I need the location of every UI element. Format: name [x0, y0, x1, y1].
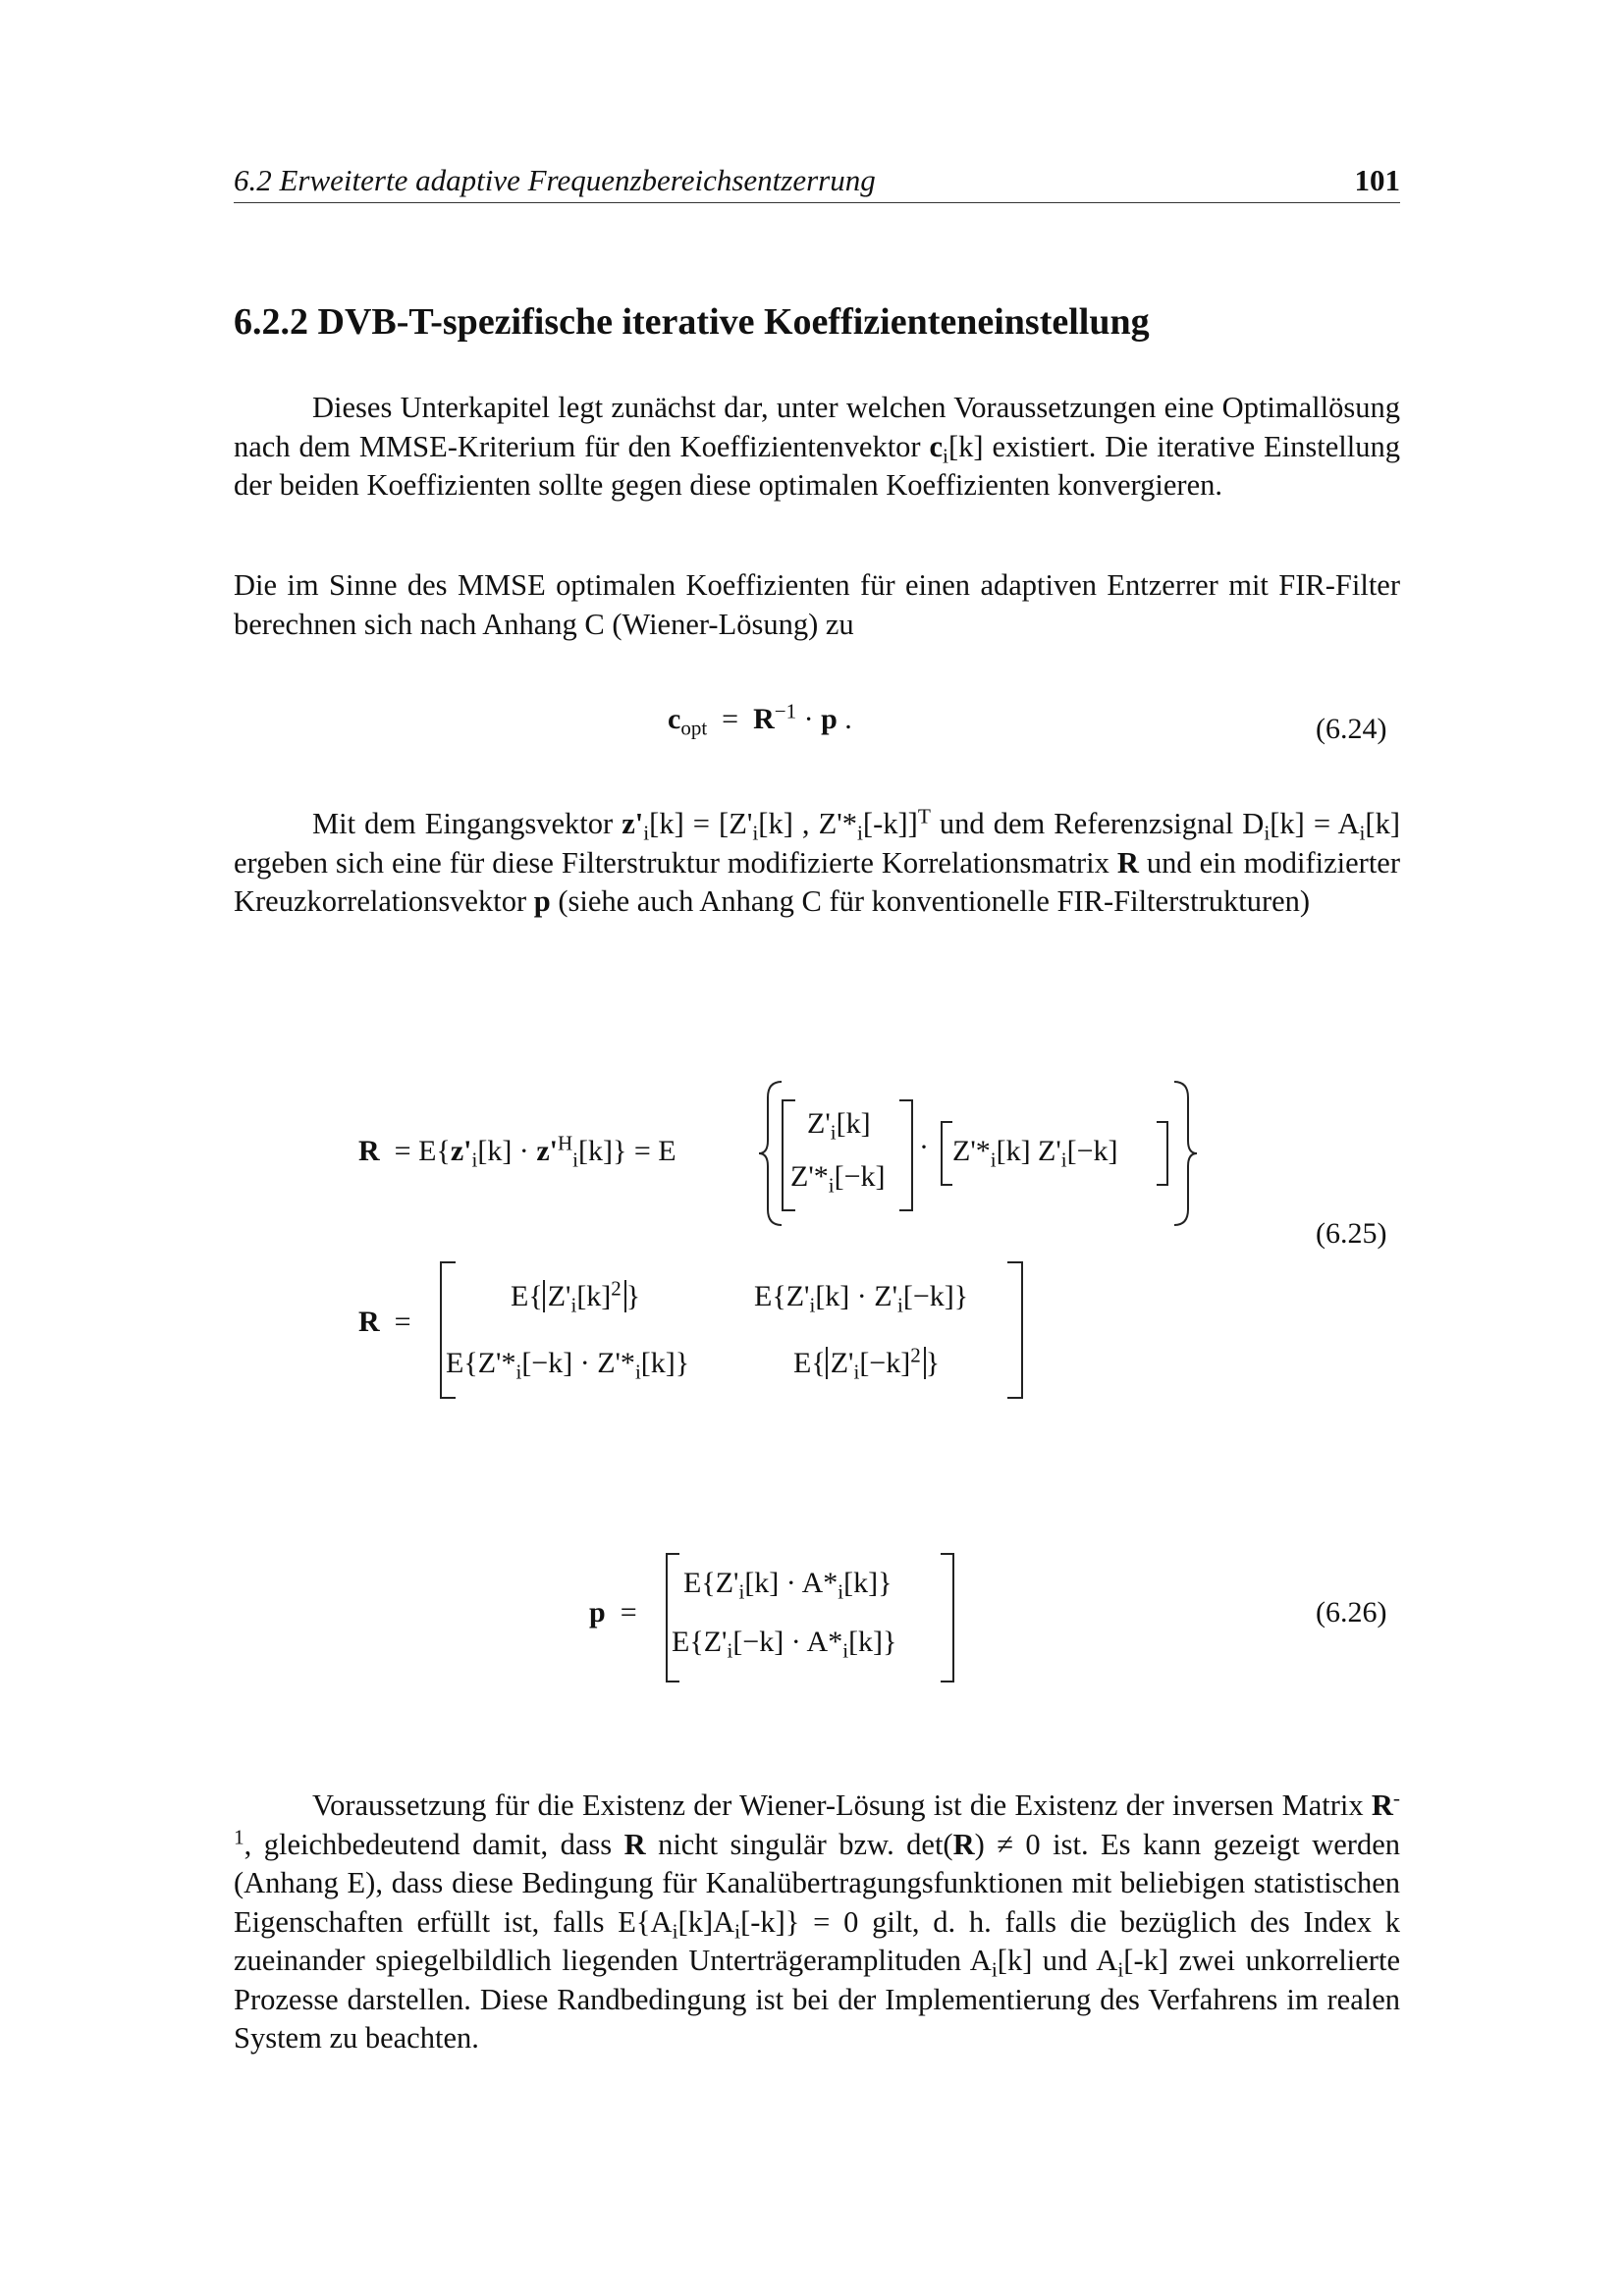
superscript: −1 — [774, 699, 797, 723]
text-run: [k] — [836, 1107, 871, 1140]
vector-p-entry-1 — [683, 1567, 893, 1604]
equation-6-25-line-1 — [358, 1131, 676, 1172]
text-run: [k] ergeben sich eine für diese Filterstruktur modifizierte Korrelationsmatrix — [234, 807, 1400, 880]
text-run: Voraussetzung für die Existenz der Wiener-Lösung ist die Existenz der inversen Matrix — [312, 1789, 1372, 1822]
equals-sign: = — [394, 1306, 411, 1338]
text-run: [-k] zwei unkorrelierte Prozesse darstellen. Diese Randbedingung ist bei der Implementierung des Verfahrens im realen System zu beachten. — [234, 1944, 1400, 2055]
text-run: [k] , Z'* — [758, 807, 857, 840]
paragraph-intro — [234, 389, 1400, 506]
equation-6-25-line-2 — [358, 1306, 411, 1339]
multiply-dot: · — [919, 1131, 929, 1163]
matrix-entry-12 — [754, 1280, 969, 1317]
equation-6-26-lhs — [589, 1596, 637, 1629]
superscript: 2 — [611, 1276, 622, 1301]
text-run: E{Z' — [672, 1626, 728, 1658]
paragraph-existence — [234, 1787, 1400, 2058]
subscript: i — [853, 1360, 860, 1384]
matrix-entry-11 — [511, 1276, 641, 1317]
text-run: [k] Z' — [996, 1135, 1061, 1167]
vector-left-bracket — [782, 1099, 795, 1211]
symbol-c: c — [929, 429, 944, 463]
text-run: . — [837, 703, 852, 735]
text-run: } — [925, 1347, 941, 1379]
superscript: -1 — [234, 1786, 1400, 1848]
symbol-c: c — [668, 703, 681, 735]
subscript: i — [1060, 1148, 1067, 1172]
vector-right-bracket — [899, 1099, 913, 1211]
text-run: [k] · Z' — [815, 1280, 898, 1312]
subscript: i — [572, 1148, 578, 1172]
section-heading: 6.2.2 DVB-T-spezifische iterative Koeffizienteneinstellung — [234, 301, 1150, 343]
text-run: = E{ — [394, 1135, 451, 1167]
text-run: [k] und A — [997, 1944, 1118, 1977]
running-header — [234, 165, 1400, 203]
row-vector-entries — [952, 1135, 1118, 1172]
subscript: i — [471, 1148, 478, 1172]
subscript: i — [809, 1293, 816, 1317]
subscript: i — [991, 1957, 998, 1982]
right-brace — [1170, 1080, 1200, 1227]
paragraph-correlation — [234, 805, 1400, 922]
vector-top-entry — [807, 1107, 871, 1145]
equation-number-6-25: (6.25) — [1316, 1217, 1387, 1250]
symbol-p: p — [533, 884, 551, 918]
symbol-z: z' — [536, 1135, 558, 1167]
equals-sign: = — [620, 1596, 637, 1629]
subscript: i — [643, 821, 650, 845]
text-run: E{Z'* — [446, 1347, 516, 1379]
symbol-R: R — [1116, 845, 1139, 880]
symbol-p: p — [589, 1596, 606, 1629]
text-run: und dem Referenzsignal D — [930, 807, 1265, 840]
subscript: i — [1117, 1957, 1124, 1982]
text-run: [−k] · A* — [732, 1626, 843, 1658]
symbol-R: R — [1371, 1789, 1393, 1822]
vector-p-entry-2 — [672, 1626, 897, 1663]
text-run: E{ — [793, 1347, 826, 1379]
subscript: i — [856, 821, 863, 845]
text-run: [k] · A* — [744, 1567, 839, 1599]
symbol-R: R — [358, 1135, 380, 1167]
equation-number-6-26: (6.26) — [1316, 1596, 1387, 1629]
vector-p-left-bracket — [666, 1553, 679, 1682]
subscript: i — [842, 1638, 849, 1663]
symbol-R: R — [623, 1827, 646, 1861]
subscript: i — [727, 1638, 733, 1663]
subscript: i — [1359, 821, 1366, 845]
text-run: [k] = A — [1270, 807, 1360, 840]
symbol-R: R — [358, 1306, 380, 1338]
row-right-bracket — [1157, 1121, 1168, 1186]
text-run: [k]A — [677, 1904, 735, 1939]
text-run: [k]} — [640, 1347, 690, 1379]
text-run: } — [625, 1280, 641, 1312]
symbol-z: z' — [450, 1135, 472, 1167]
subscript: i — [838, 1579, 844, 1604]
superscript: T — [917, 804, 931, 828]
subscript: i — [672, 1918, 678, 1943]
text-run: [k] · — [477, 1135, 537, 1167]
superscript: 2 — [910, 1343, 921, 1367]
text-run: E{Z' — [683, 1567, 739, 1599]
subscript: i — [738, 1579, 745, 1604]
text-run: Z' — [807, 1107, 831, 1140]
text-run: nicht singulär bzw. det( — [645, 1827, 953, 1861]
vector-bottom-entry — [790, 1160, 886, 1198]
text-run: [k] = [Z' — [649, 807, 753, 840]
symbol-p: p — [821, 703, 838, 735]
row-left-bracket — [941, 1121, 952, 1186]
text-run: [−k] · Z'* — [521, 1347, 635, 1379]
subscript: i — [634, 1360, 641, 1384]
text-run: Z' — [830, 1347, 854, 1379]
equation-number-6-24: (6.24) — [1316, 713, 1387, 745]
text-run: [k]} — [848, 1626, 897, 1658]
text-run: , gleichbedeutend damit, dass — [243, 1827, 624, 1861]
text-run: [−k] — [834, 1160, 886, 1193]
text-run: Dieses Unterkapitel legt zunächst dar, unter welchen Voraussetzungen eine Optimallösung nach dem MMSE-Kriterium für den Koeffizientenvektor — [234, 391, 1400, 463]
subscript: i — [570, 1293, 577, 1317]
running-title: 6.2 Erweiterte adaptive Frequenzbereichsentzerrung — [234, 163, 876, 197]
text-run: [k] existiert. Die iterative Einstellung der beiden Koeffizienten sollte gegen diese optimalen Koeffizienten konvergieren. — [234, 429, 1400, 502]
text-run: ) ≠ 0 ist. Es kann gezeigt werden (Anhang E), dass diese Bedingung für Kanalübertragungsfunktionen mit beliebigen statistischen Eigenschaften erfüllt ist, falls E{A — [234, 1827, 1400, 1939]
subscript: i — [752, 821, 759, 845]
subscript: i — [734, 1918, 741, 1943]
text-run: Mit dem Eingangsvektor — [312, 807, 622, 840]
subscript: i — [897, 1293, 903, 1317]
subscript: i — [830, 1120, 837, 1145]
text-run: und ein modifizierter Kreuzkorrelationsvektor — [234, 845, 1400, 918]
subscript: i — [990, 1148, 997, 1172]
text-run: [-k]} = 0 gilt, d. h. falls die bezüglich des Index k zueinander spiegelbildlich liegenden Unterträgeramplituden A — [234, 1904, 1401, 1977]
symbol-R: R — [753, 703, 775, 735]
text-run: [-k]] — [862, 807, 918, 840]
subscript: i — [515, 1360, 522, 1384]
text-run: E{ — [511, 1280, 543, 1312]
equation-6-24 — [668, 699, 852, 740]
vector-p-right-bracket — [941, 1553, 954, 1682]
text-run: [−k] — [1066, 1135, 1118, 1167]
text-run: [k]} — [843, 1567, 893, 1599]
text-run: Z' — [547, 1280, 571, 1312]
text-run: Z'* — [952, 1135, 991, 1167]
page-number: 101 — [1354, 163, 1400, 197]
superscript: H — [557, 1131, 573, 1155]
equals-sign: = — [722, 703, 739, 735]
matrix-entry-21 — [446, 1347, 690, 1384]
subscript: i — [828, 1173, 835, 1198]
text-run: [k] — [576, 1280, 612, 1312]
matrix-right-bracket — [1007, 1261, 1023, 1399]
text-run: [−k]} — [902, 1280, 969, 1312]
text-run: E{Z' — [754, 1280, 810, 1312]
subscript: opt — [680, 716, 708, 740]
subscript: i — [943, 443, 948, 467]
text-run: · — [803, 703, 822, 735]
paragraph-wiener: Die im Sinne des MMSE optimalen Koeffizienten für einen adaptiven Entzerrer mit FIR-Filter berechnen sich nach Anhang C (Wiener-Lösung) zu — [234, 568, 1400, 641]
subscript: i — [1264, 821, 1271, 845]
text-run: (siehe auch Anhang C für konventionelle FIR-Filterstrukturen) — [550, 884, 1311, 918]
text-run: [k]} = E — [577, 1135, 676, 1167]
text-run: [−k] — [859, 1347, 911, 1379]
matrix-entry-22 — [793, 1343, 941, 1384]
symbol-R: R — [952, 1827, 975, 1861]
symbol-z: z' — [622, 807, 644, 840]
text-run: Z'* — [790, 1160, 829, 1193]
